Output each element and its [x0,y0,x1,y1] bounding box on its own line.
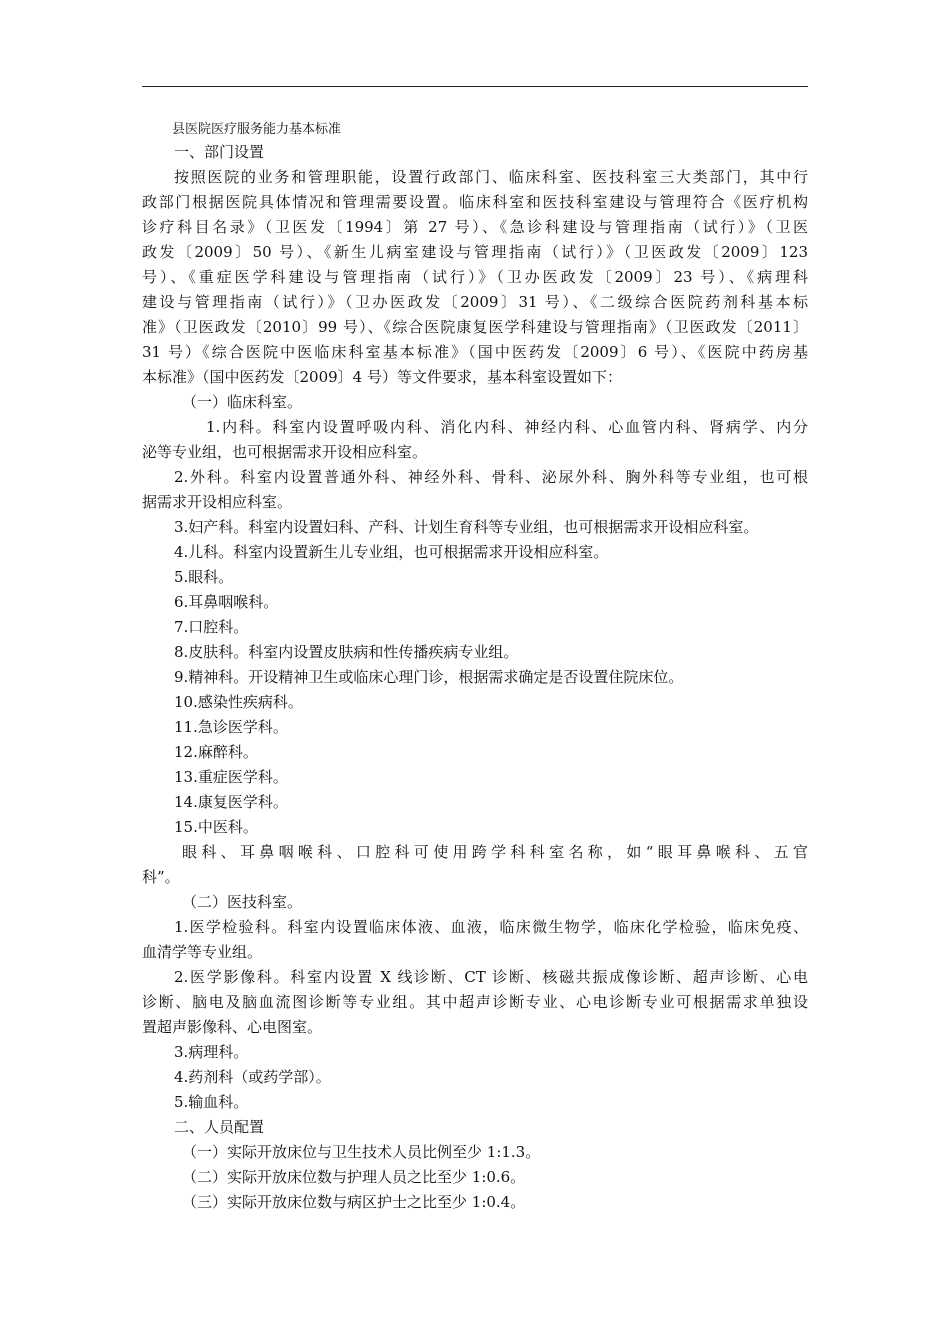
list-item: 5.眼科。 [174,568,234,586]
list-item: 8.皮肤科。科室内设置皮肤病和性传播疾病专业组。 [174,643,519,661]
list-item-continuation: 据需求开设相应科室。 [142,493,293,511]
list-item: 3.妇产科。科室内设置妇科、产科、计划生育科等专业组，也可根据需求开设相应科室。 [174,518,759,536]
list-item: 3.病理科。 [174,1043,249,1061]
list-item: 10.感染性疾病科。 [174,693,303,711]
list-item: 2.医学影像科。科室内设置 X 线诊断、CT 诊断、核磁共振成像诊断、超声诊断、心电 [174,968,808,986]
paragraph-line: 号）、《重症医学科建设与管理指南（试行）》（卫办医政发〔2009〕23 号）、《病理科 [142,268,808,286]
list-item: 6.耳鼻咽喉科。 [174,593,279,611]
paragraph-line: 准》（卫医政发〔2010〕99 号）、《综合医院康复医学科建设与管理指南》（卫医政发〔2011〕 [142,318,808,336]
list-item: 12.麻醉科。 [174,743,258,761]
paragraph-line: 按照医院的业务和管理职能，设置行政部门、临床科室、医技科室三大类部门，其中行 [174,168,808,186]
list-item-continuation: 血清学等专业组。 [142,943,263,961]
paragraph-line: 建设与管理指南（试行）》（卫办医政发〔2009〕31 号）、《二级综合医院药剂科基本标 [142,293,808,311]
paragraph-line: 政发〔2009〕50 号）、《新生儿病室建设与管理指南（试行）》（卫医政发〔2009〕123 [142,243,808,261]
list-item: （二）实际开放床位数与护理人员之比至少 1:0.6。 [182,1168,526,1186]
paragraph-line: 诊疗科目名录》（卫医发〔1994〕第 27 号）、《急诊科建设与管理指南（试行）》（卫医 [142,218,808,236]
paragraph-line: 政部门根据医院具体情况和管理需要设置。临床科室和医技科室建设与管理符合《医疗机构 [142,193,808,211]
list-item-continuation: 泌等专业组，也可根据需求开设相应科室。 [142,443,428,461]
subsection-heading: （一）临床科室。 [182,393,303,411]
paragraph-line: 眼科、耳鼻咽喉科、口腔科可使用跨学科科室名称，如“眼耳鼻喉科、五官 [182,843,808,861]
list-item: 4.药剂科（或药学部）。 [174,1068,331,1086]
document-body [142,120,808,1215]
list-item-continuation: 置超声影像科、心电图室。 [142,1018,323,1036]
list-item: 1.医学检验科。科室内设置临床体液、血液，临床微生物学，临床化学检验，临床免疫、 [174,918,808,936]
list-item: （一）实际开放床位与卫生技术人员比例至少 1:1.3。 [182,1143,541,1161]
subsection-heading: （二）医技科室。 [182,893,303,911]
list-item: 13.重症医学科。 [174,768,288,786]
list-item: 15.中医科。 [174,818,258,836]
list-item: 1.内科。科室内设置呼吸内科、消化内科、神经内科、心血管内科、肾病学、内分 [206,418,808,436]
paragraph-line: 31 号）《综合医院中医临床科室基本标准》（国中医药发〔2009〕6 号）、《医院中药房基 [142,343,808,361]
list-item-continuation: 诊断、脑电及脑血流图诊断等专业组。其中超声诊断专业、心电诊断专业可根据需求单独设 [142,993,808,1011]
document-title: 县医院医疗服务能力基本标准 [172,122,342,137]
list-item: 7.口腔科。 [174,618,249,636]
list-item: 14.康复医学科。 [174,793,288,811]
list-item: 5.输血科。 [174,1093,249,1111]
list-item: 4.儿科。科室内设置新生儿专业组，也可根据需求开设相应科室。 [174,543,609,561]
paragraph-line: 科”。 [142,868,180,886]
paragraph-line: 本标准》（国中医药发〔2009〕4 号）等文件要求，基本科室设置如下： [142,368,622,386]
header-rule [142,86,808,87]
list-item: 2.外科。科室内设置普通外科、神经外科、骨科、泌尿外科、胸外科等专业组，也可根 [174,468,808,486]
list-item: 11.急诊医学科。 [174,718,288,736]
list-item: 9.精神科。开设精神卫生或临床心理门诊，根据需求确定是否设置住院床位。 [174,668,684,686]
section-heading: 一、部门设置 [174,143,265,161]
list-item: （三）实际开放床位数与病区护士之比至少 1:0.4。 [182,1193,526,1211]
section-heading: 二、人员配置 [174,1118,265,1136]
